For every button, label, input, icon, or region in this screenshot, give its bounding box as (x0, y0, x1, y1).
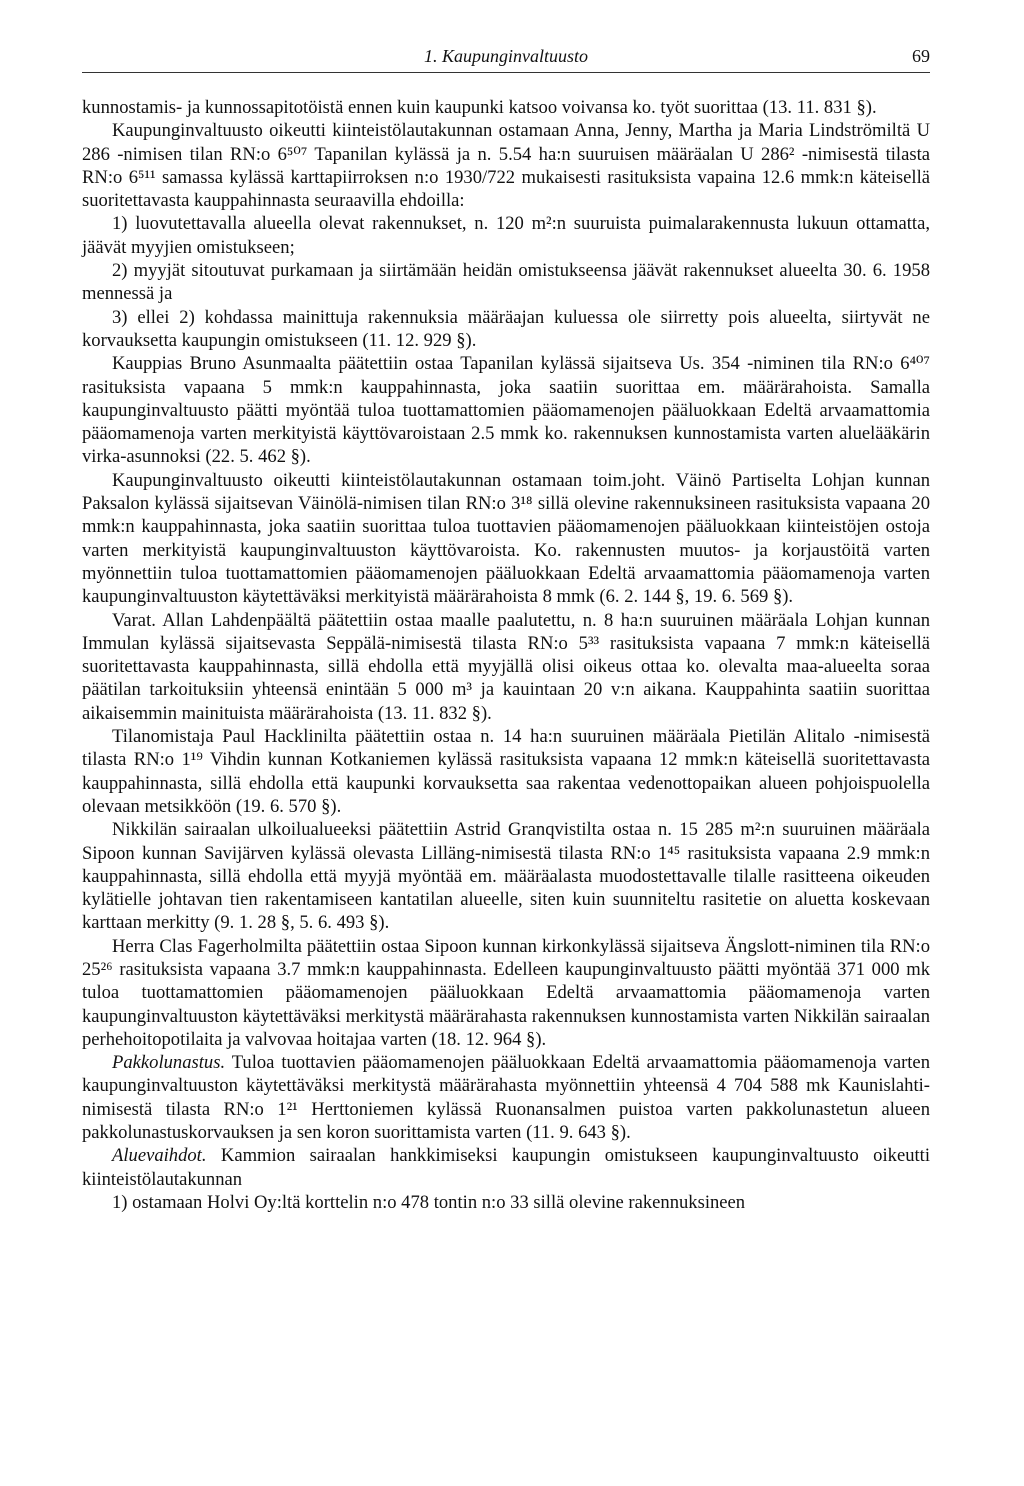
paragraph-text: Varat. Allan Lahdenpäältä päätettiin ostaa maalle paalutettu, n. 8 ha:n suuruinen määräala Lohjan kunnan Immulan kylässä sijaitsevasta Seppälä-nimisestä tilasta RN:o 5³³ rasituksista vapaana 7 mmk:n käteisellä suoritettavasta kauppahinnasta, sillä ehdolla että myyjällä olisi oikeus ottaa ko. olevalta maa-alueelta soraa päätilan tarkoituksiin yhteensä enintään 5 000 m³ ja kauintaan 20 v:n aikana. Kauppahinta saatiin suorittaa aikaisemmin mainituista määrärahoista (13. 11. 832 §). (82, 609, 930, 724)
paragraph-text: Nikkilän sairaalan ulkoilualueeksi päätettiin Astrid Granqvistilta ostaa n. 15 285 m²:n suuruinen määräala Sipoon kunnan Savijärven kylässä olevasta Lilläng-nimisestä tilasta RN:o 1⁴⁵ rasituksista vapaana 2.9 mmk:n kauppahinnasta, sillä ehdolla että myyjä myöntää em. määräalasta muodostettavalle tilalle rasitteena oikeuden kylätielle johtavan tien rakentamiseen kantatilan alueelle, siten kuin suunniteltu rasitetie on aluetta koskevaan karttaan merkitty (9. 1. 28 §, 5. 6. 493 §). (82, 819, 930, 934)
running-title: 1. Kaupunginvaltuusto (423, 46, 588, 66)
paragraph (82, 212, 930, 259)
paragraph-text: Kaupunginvaltuusto oikeutti kiinteistölautakunnan ostamaan toim.joht. Väinö Partiselta Lohjan kunnan Paksalon kylässä sijaitsevan Väinölä-nimisen tilan RN:o 3¹⁸ sillä olevine rakennuksineen rasituksista vapaana 20 mmk:n kauppahinnasta, joka saatiin suorittaa tuloa tuottavien pääomamenojen pääluokkaan kiinteistöjen ostoja varten merkityistä kaupunginvaltuuston käyttövaroista. Ko. rakennusten muutos- ja korjaustöitä varten myönnettiin tuloa tuottamattomien pääomamenojen pääluokkaan Edeltä arvaamattomia pääomamenoja varten kaupunginvaltuuston käytettäväksi merkityistä määrärahoista 8 mmk (6. 2. 144 §, 19. 6. 569 §). (82, 469, 930, 608)
paragraph-text: 2) myyjät sitoutuvat purkamaan ja siirtämään heidän omistukseensa jäävät rakennukset alueelta 30. 6. 1958 mennessä ja (82, 260, 930, 305)
paragraph (82, 119, 930, 212)
paragraph (82, 725, 930, 818)
paragraph-text: 1) luovutettavalla alueella olevat rakennukset, n. 120 m²:n suuruista puimalarakennusta lukuun ottamatta, jäävät myyjien omistukseen; (82, 213, 930, 258)
paragraph-text: 3) ellei 2) kohdassa mainittuja rakennuksia määräajan kuluessa ole siirretty pois alueelta, siirtyvät ne korvauksetta kaupungin omistukseen (11. 12. 929 §). (82, 306, 930, 351)
paragraph-text: Tuloa tuottavien pääomamenojen pääluokkaan Edeltä arvaamattomia pääomamenoja varten kaupunginvaltuuston käytettäväksi merkitystä määrärahasta myönnettiin yhteensä 4 704 588 mk Kaunislahti-nimisestä tilasta RN:o 1²¹ Herttoniemen kylässä Ruonansalmen puistoa varten pakkolunastetun alueen pakkolunastuskorvauksen ja sen koron suorittamista varten (11. 9. 643 §). (82, 1052, 930, 1144)
paragraph-text: Kammion sairaalan hankkimiseksi kaupungin omistukseen kaupunginvaltuusto oikeutti kiinteistölautakunnan (82, 1145, 930, 1190)
paragraph (82, 818, 930, 934)
paragraph-lead: Pakkolunastus. (112, 1052, 226, 1074)
paragraph (82, 609, 930, 725)
paragraph (82, 1191, 930, 1214)
paragraph-text: Tilanomistaja Paul Hacklinilta päätettiin ostaa n. 14 ha:n suuruinen määräala Pietilän Alitalo -nimisestä tilasta RN:o 1¹⁹ Vihdin kunnan Kotkaniemen kylässä rasituksista vapaana 12 mmk:n käteisellä suoritettavasta kauppahinnasta, sillä ehdolla että kaupunki korvauksetta saa rakentaa vedenottopaikan alueen pohjoispuolella olevaan metsikköön (19. 6. 570 §). (82, 726, 930, 817)
paragraph-text: Kauppias Bruno Asunmaalta päätettiin ostaa Tapanilan kylässä sijaitseva Us. 354 -niminen tila RN:o 6⁴⁰⁷ rasituksista vapaana 5 mmk:n kauppahinnasta, joka saatiin suorittaa em. määrärahoista. Samalla kaupunginvaltuusto päätti myöntää tuloa tuottamattomien pääomamenojen pääluokkaan Edeltä arvaamattomia pääomamenoja varten merkityistä käyttövaroistaan 2.5 mmk ko. rakennuksen kunnostamista varten aluelääkärin virka-asunnoksi (22. 5. 462 §). (82, 353, 930, 468)
paragraph-text: kunnostamis- ja kunnossapitotöistä ennen kuin kaupunki katsoo voivansa ko. työt suorittaa (13. 11. 831 §). (82, 97, 877, 118)
paragraph-text: Kaupunginvaltuusto oikeutti kiinteistölautakunnan ostamaan Anna, Jenny, Martha ja Maria Lindströmiltä U 286 -nimisen tilan RN:o 6⁵⁰⁷ Tapanilan kylässä ja n. 5.54 ha:n suuruisen määräalan U 286² -nimisestä tilasta RN:o 6⁵¹¹ samassa kylässä karttapiirroksen n:o 1930/722 mukaisesti rasituksista vapaina 12.6 mmk:n käteisellä suoritettavasta kauppahinnasta seuraavilla ehdoilla: (82, 120, 930, 212)
paragraph (82, 1051, 930, 1144)
paragraph-lead: Aluevaihdot. (112, 1145, 207, 1167)
paragraph (82, 469, 930, 609)
running-header (82, 44, 930, 73)
paragraph (82, 96, 930, 119)
paragraph (82, 306, 930, 353)
paragraph (82, 259, 930, 306)
paragraph-text: 1) ostamaan Holvi Oy:ltä korttelin n:o 478 tontin n:o 33 sillä olevine rakennuksineen (112, 1191, 746, 1213)
paragraph (82, 935, 930, 1051)
paragraph (82, 352, 930, 468)
paragraph-text: Herra Clas Fagerholmilta päätettiin ostaa Sipoon kunnan kirkonkylässä sijaitseva Ängslott-niminen tila RN:o 25²⁶ rasituksista vapaana 3.7 mmk:n kauppahinnasta. Edelleen kaupunginvaltuusto päätti myöntää 371 000 mk tuloa tuottamattomien pääomamenojen pääluokkaan Edeltä arvaamattomia pääomamenoja varten kaupunginvaltuuston käytettäväksi merkitystä määrärahasta rakennuksen kunnostamista varten Nikkilän sairaalan perhehoitopotilaita ja valvovaa hoitajaa varten (18. 12. 964 §). (82, 935, 930, 1050)
body-text (82, 96, 930, 1214)
paragraph (82, 1144, 930, 1191)
page-number: 69 (912, 46, 930, 66)
